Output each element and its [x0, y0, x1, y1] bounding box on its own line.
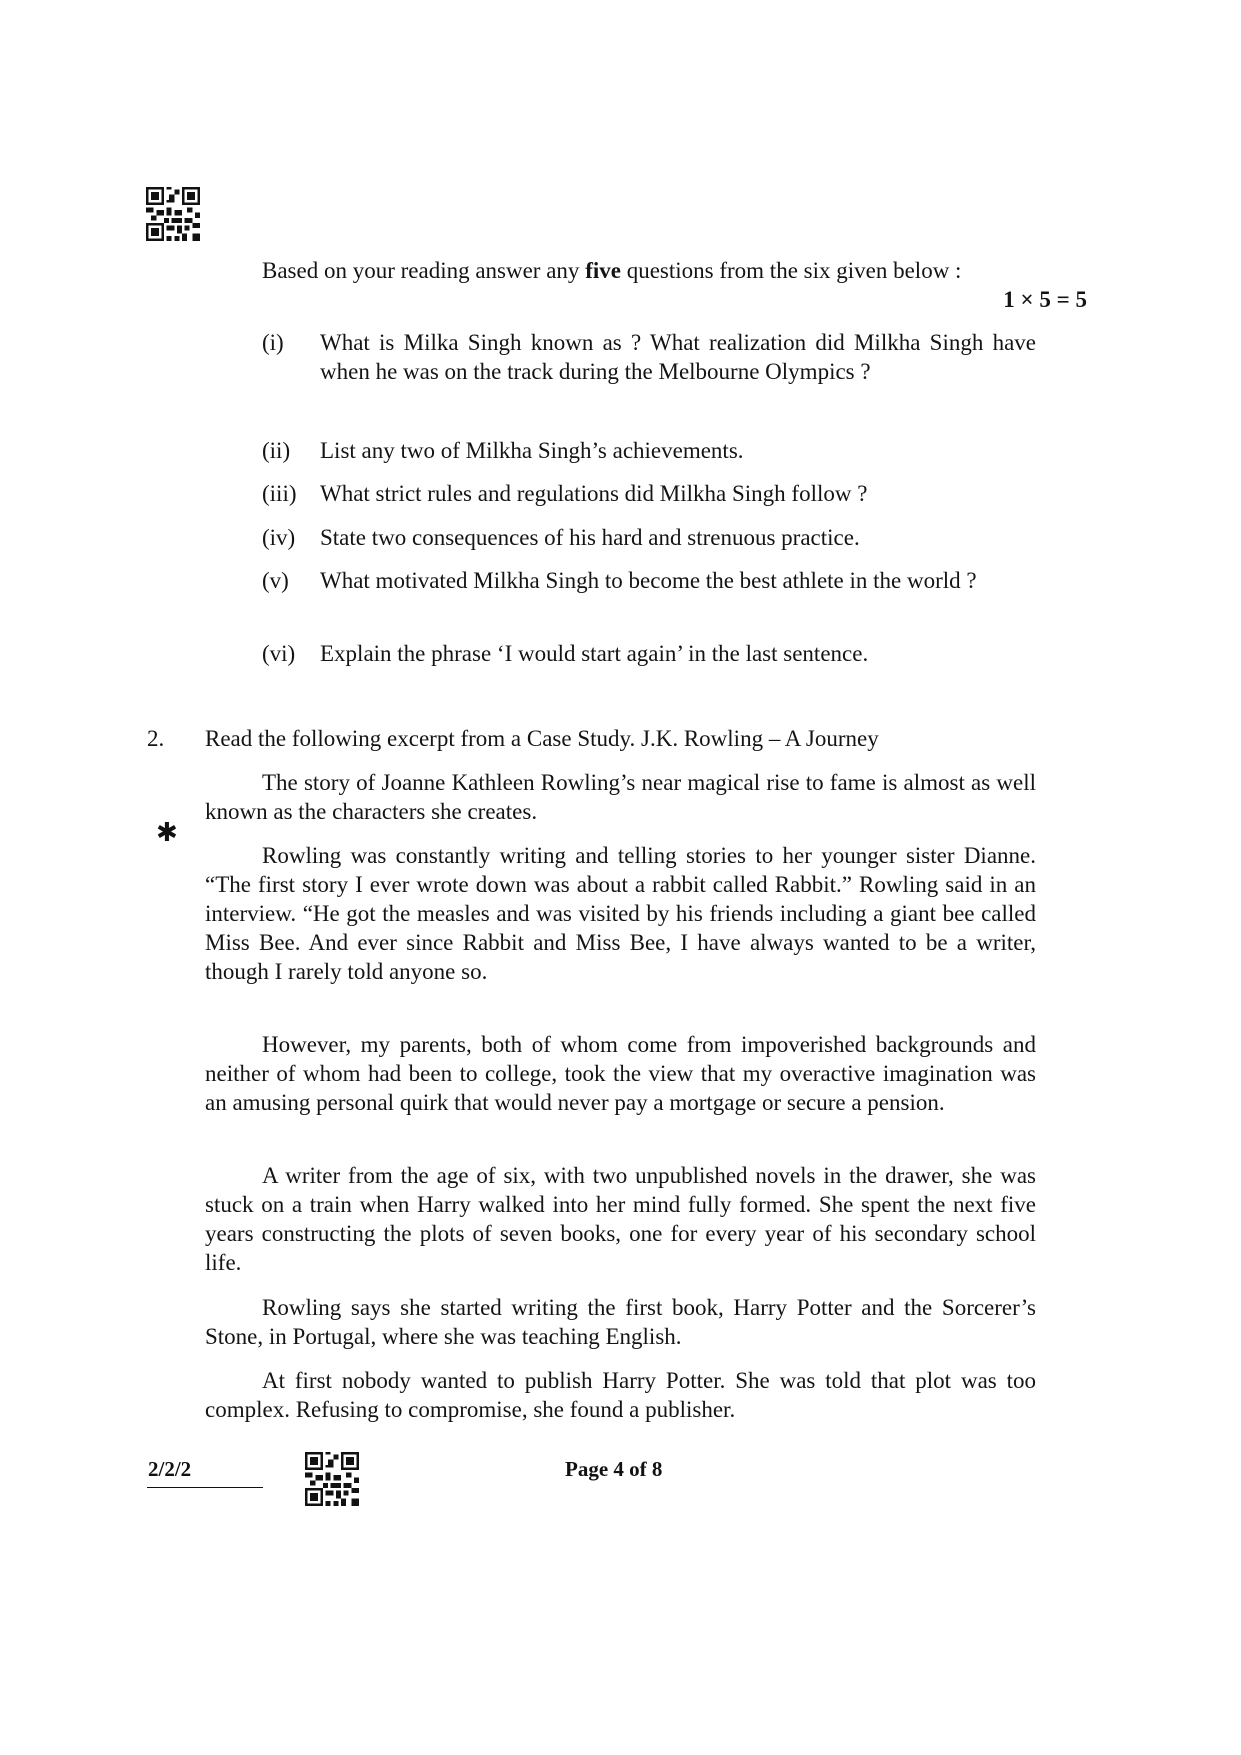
question-text: What is Milka Singh known as ? What realization did Milkha Singh have when he was on the track during the Melbourne Olympics ?: [320, 330, 1036, 384]
passage-paragraph: The story of Joanne Kathleen Rowling’s near magical rise to fame is almost as well known as the characters she creates.: [205, 770, 1036, 824]
question-text: List any two of Milkha Singh’s achievements.: [320, 438, 744, 463]
passage-paragraph: However, my parents, both of whom come from impoverished backgrounds and neither of whom had been to college, took the view that my overactive imagination was an amusing personal quirk that would never pay a mortgage or secure a pension.: [205, 1032, 1036, 1115]
qr-code-icon: [305, 1452, 359, 1506]
instruction-pre: Based on your reading answer any: [262, 258, 586, 283]
question-label: (iii): [262, 481, 297, 506]
paper-code: 2/2/2: [148, 1457, 192, 1481]
question-label: (iv): [262, 525, 296, 550]
paper-code-underline: [147, 1487, 263, 1488]
passage-paragraph: A writer from the age of six, with two unpublished novels in the drawer, she was stuck on a train when Harry walked into her mind fully formed. She spent the next five years constructing the plots of seven books, one for every year of his secondary school life.: [205, 1163, 1036, 1275]
question-number: 2.: [147, 726, 165, 751]
qr-code-icon: [146, 187, 200, 241]
instruction-post: questions from the six given below :: [620, 258, 962, 283]
question-label: (vi): [262, 641, 296, 666]
question-label: (i): [262, 330, 284, 355]
page-number: Page 4 of 8: [565, 1457, 663, 1481]
question-text: Explain the phrase ‘I would start again’ in the last sentence.: [320, 641, 869, 666]
passage-paragraph: At first nobody wanted to publish Harry Potter. She was told that plot was too complex. Refusing to compromise, she found a publisher.: [205, 1368, 1036, 1422]
question-label: (ii): [262, 438, 291, 463]
question-label: (v): [262, 568, 289, 593]
marks-allocation: 1 × 5 = 5: [1003, 287, 1087, 312]
instruction-emphasis: five: [585, 258, 621, 283]
instruction-text: [262, 256, 1036, 285]
question-text: What motivated Milkha Singh to become the best athlete in the world ?: [320, 568, 977, 593]
question-heading: Read the following excerpt from a Case Study. J.K. Rowling – A Journey: [205, 726, 879, 751]
question-text: What strict rules and regulations did Milkha Singh follow ?: [320, 481, 868, 506]
passage-paragraph: Rowling was constantly writing and telling stories to her younger sister Dianne. “The first story I ever wrote down was about a rabbit called Rabbit.” Rowling said in an interview. “He got the measles and was visited by his friends including a giant bee called Miss Bee. And ever since Rabbit and Miss Bee, I have always wanted to be a writer, though I rarely told anyone so.: [205, 843, 1036, 984]
question-text: State two consequences of his hard and strenuous practice.: [320, 525, 860, 550]
asterisk-marker-icon: ✱: [156, 818, 178, 848]
passage-paragraph: Rowling says she started writing the first book, Harry Potter and the Sorcerer’s Stone, in Portugal, where she was teaching English.: [205, 1295, 1036, 1349]
